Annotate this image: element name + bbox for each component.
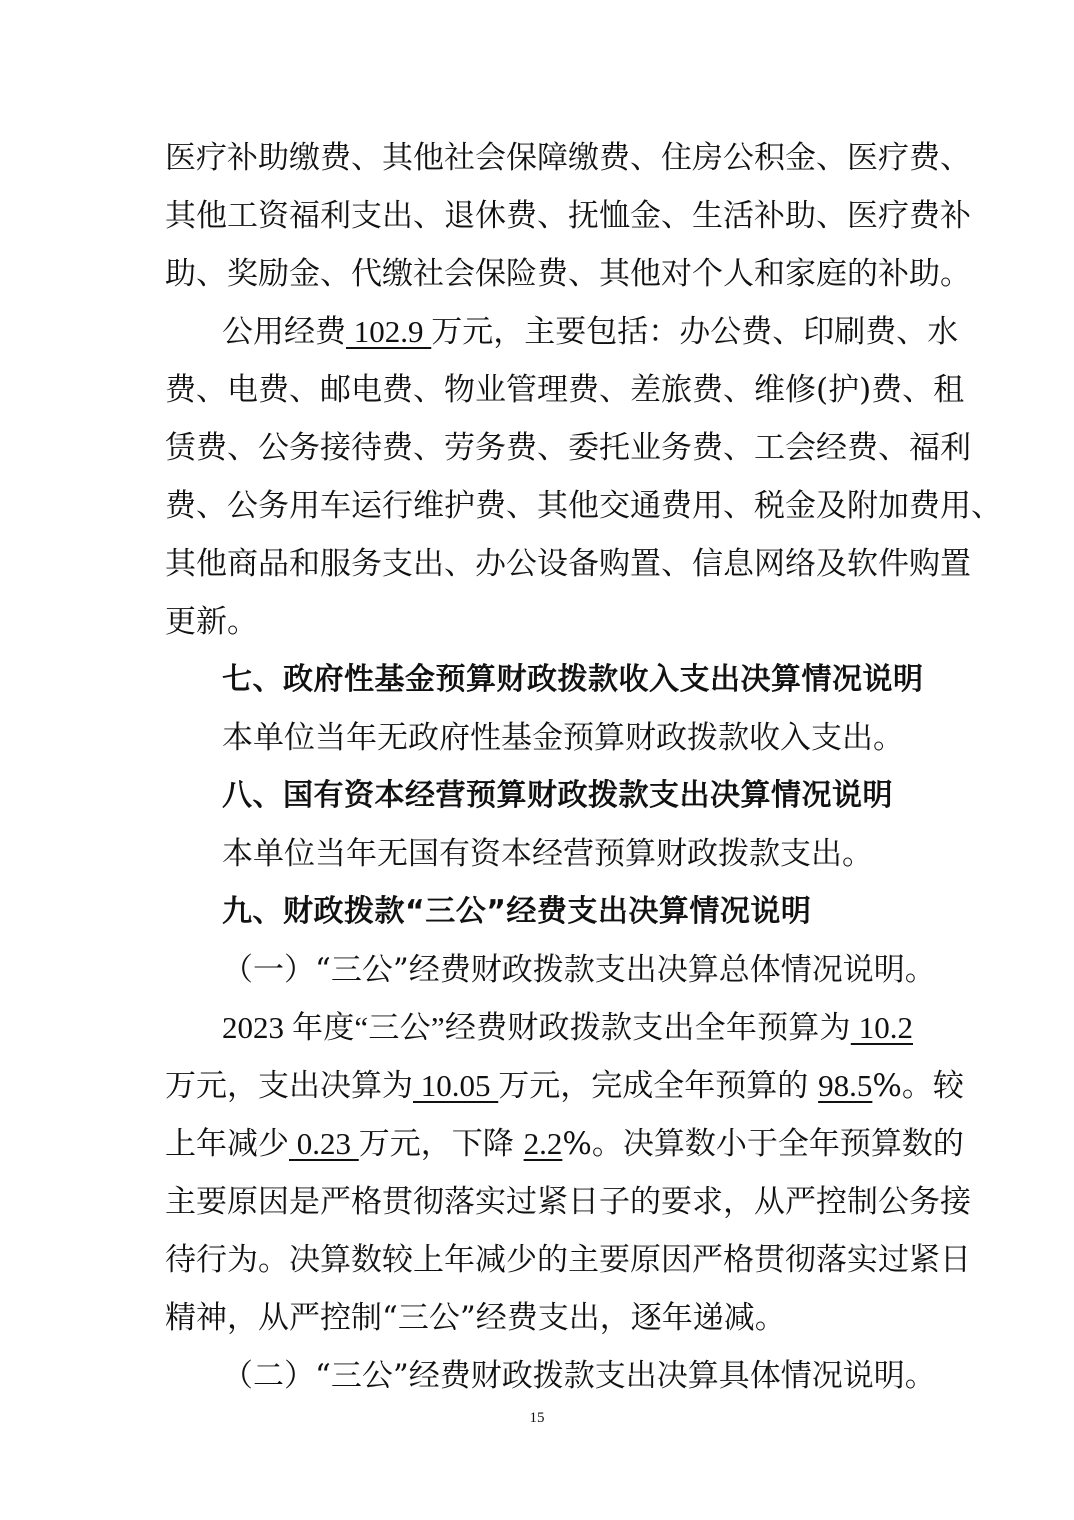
subsection-heading-2: （二）“三公”经费财政拨款支出决算具体情况说明。 [222,1358,936,1394]
body-line: 精神，从严控制“三公”经费支出，逐年递减。 [165,1300,786,1336]
public-expense-line [222,312,959,352]
body-line: 费、电费、邮电费、物业管理费、差旅费、维修(护)费、租 [165,372,965,408]
body-line: 费、公务用车运行维护费、其他交通费用、税金及附加费用、 [165,488,1002,524]
text-span: 上年减少 [165,1126,289,1162]
section-heading-9: 九、财政拨款“三公”经费支出决算情况说明 [222,894,812,929]
section-text-8: 本单位当年无国有资本经营预算财政拨款支出。 [222,836,873,872]
text-span: %。决算数小于全年预算数的 [562,1126,964,1162]
annual-budget-value: 10.2 [850,1010,913,1045]
body-line: 其他工资福利支出、退休费、抚恤金、生活补助、医疗费补 [165,198,971,234]
body-line: 其他商品和服务支出、办公设备购置、信息网络及软件购置 [165,546,971,582]
decrease-rate: 2.2 [523,1126,563,1161]
text-span: 万元，下降 [358,1126,524,1162]
text-span: 公用经费 [222,314,346,350]
body-line: 主要原因是严格贯彻落实过紧日子的要求，从严控制公务接 [165,1184,971,1220]
body-line: 赁费、公务接待费、劳务费、委托业务费、工会经费、福利 [165,430,971,466]
text-span: 2023 年度“三公”经费财政拨款支出全年预算为 [222,1010,851,1045]
text-span: 万元，完成全年预算的 [498,1068,819,1104]
text-span: %。较 [872,1068,964,1104]
public-expense-value: 102.9 [346,314,432,349]
decrease-value: 0.23 [289,1126,359,1161]
completion-rate: 98.5 [818,1068,873,1103]
section-heading-8: 八、国有资本经营预算财政拨款支出决算情况说明 [222,778,893,813]
text-span: 万元，主要包括：办公费、印刷费、水 [431,314,959,350]
subsection-heading-1: （一）“三公”经费财政拨款支出决算总体情况说明。 [222,952,936,988]
decrease-line [165,1124,964,1164]
final-account-value: 10.05 [413,1068,499,1103]
section-text-7: 本单位当年无政府性基金预算财政拨款收入支出。 [222,720,904,756]
final-account-line [165,1066,964,1106]
text-span: 万元，支出决算为 [165,1068,413,1104]
budget-line [222,1008,913,1048]
body-line: 更新。 [165,604,258,640]
body-line: 医疗补助缴费、其他社会保障缴费、住房公积金、医疗费、 [165,140,971,176]
section-heading-7: 七、政府性基金预算财政拨款收入支出决算情况说明 [222,662,924,697]
page-number: 15 [529,1410,545,1426]
body-line: 待行为。决算数较上年减少的主要原因严格贯彻落实过紧日 [165,1242,971,1278]
body-line: 助、奖励金、代缴社会保险费、其他对个人和家庭的补助。 [165,256,971,292]
